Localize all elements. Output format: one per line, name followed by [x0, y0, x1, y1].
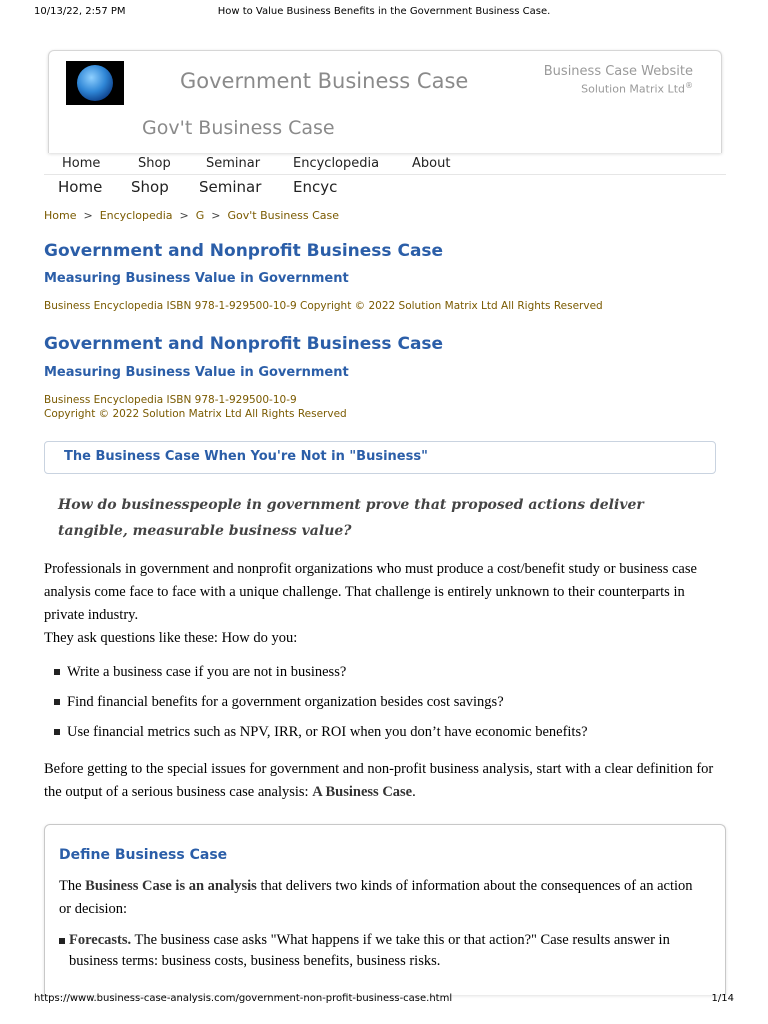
page-subtitle-repeat: Measuring Business Value in Government [44, 365, 349, 380]
list-item: Find financial benefits for a government organization besides cost savings? [44, 693, 726, 723]
page-title: Government and Nonprofit Business Case [44, 241, 444, 261]
page-title-repeat: Government and Nonprofit Business Case [44, 334, 444, 354]
nav2-seminar[interactable]: Seminar [199, 178, 262, 196]
breadcrumb-current[interactable]: Gov't Business Case [227, 209, 340, 222]
breadcrumb-encyclopedia[interactable]: Encyclopedia [99, 209, 173, 222]
site-subtitle: Gov't Business Case [142, 117, 335, 139]
business-case-website-link[interactable] [544, 64, 693, 96]
print-page-title: How to Value Business Benefits in the Government Business Case. [217, 6, 551, 17]
nav2-encyc[interactable]: Encyc [293, 178, 338, 196]
copyright-line: Copyright © 2022 Solution Matrix Ltd All Rights Reserved [44, 408, 347, 420]
business-case-emphasis: A Business Case [312, 784, 413, 800]
site-title[interactable]: Government Business Case [180, 69, 469, 93]
website-link-label[interactable]: Business Case Website [543, 64, 693, 79]
company-name: Solution Matrix Ltd® [581, 81, 693, 96]
lead-question: How do businesspeople in government prove that proposed actions deliver tangible, measurable business value? [58, 497, 644, 539]
breadcrumb-g[interactable]: G [195, 209, 205, 222]
define-box-title: Define Business Case [59, 847, 228, 863]
nav-seminar[interactable]: Seminar [206, 156, 261, 171]
questions-list [44, 663, 726, 753]
nav-shop[interactable]: Shop [138, 156, 171, 171]
site-banner [48, 50, 722, 153]
print-datetime: 10/13/22, 2:57 PM [34, 6, 126, 17]
list-item: Use financial metrics such as NPV, IRR, or ROI when you don’t have economic benefits? [44, 723, 726, 753]
definition-lead-paragraph: Before getting to the special issues for government and non-profit business analysis, start with a clear definition for the output of a serious business case analysis: A Business Case. [44, 761, 714, 800]
nav-encyclopedia[interactable]: Encyclopedia [293, 156, 380, 171]
list-item: Write a business case if you are not in business? [44, 663, 726, 693]
nav-about[interactable]: About [412, 156, 451, 171]
print-url: https://www.business-case-analysis.com/government-non-profit-business-case.html [34, 993, 453, 1004]
breadcrumb: Home > Encyclopedia > G > Gov't Business Case [44, 209, 340, 222]
isbn-line: Business Encyclopedia ISBN 978-1-929500-10-9 [44, 394, 297, 406]
define-box-text: The Business Case is an analysis that delivers two kinds of information about the consequences of an action or decision: [59, 878, 693, 917]
nav-home[interactable]: Home [62, 156, 101, 171]
section-callout [44, 441, 716, 474]
nav2-shop[interactable]: Shop [131, 178, 169, 196]
nav2-home[interactable]: Home [58, 178, 103, 196]
page-subtitle: Measuring Business Value in Government [44, 271, 349, 286]
define-business-case-box [44, 824, 726, 995]
callout-heading: The Business Case When You're Not in "Business" [64, 449, 428, 464]
breadcrumb-home[interactable]: Home [44, 209, 77, 222]
ask-line: They ask questions like these: How do you: [44, 630, 298, 646]
page-number: 1/14 [711, 993, 734, 1004]
isbn-copyright: Business Encyclopedia ISBN 978-1-929500-10-9 Copyright © 2022 Solution Matrix Ltd All Rights Reserved [44, 300, 603, 312]
forecasts-bullet: Forecasts. The business case asks "What happens if we take this or that action?" Case results answer in business terms: business costs, business benefits, business risks. [59, 930, 719, 972]
intro-paragraph: Professionals in government and nonprofit organizations who must produce a cost/benefit study or business case analysis come face to face with a unique challenge. That challenge is entirely unknown to their counterparts in private industry. [44, 561, 697, 623]
nav-primary [44, 156, 726, 175]
globe-icon[interactable] [66, 61, 124, 105]
